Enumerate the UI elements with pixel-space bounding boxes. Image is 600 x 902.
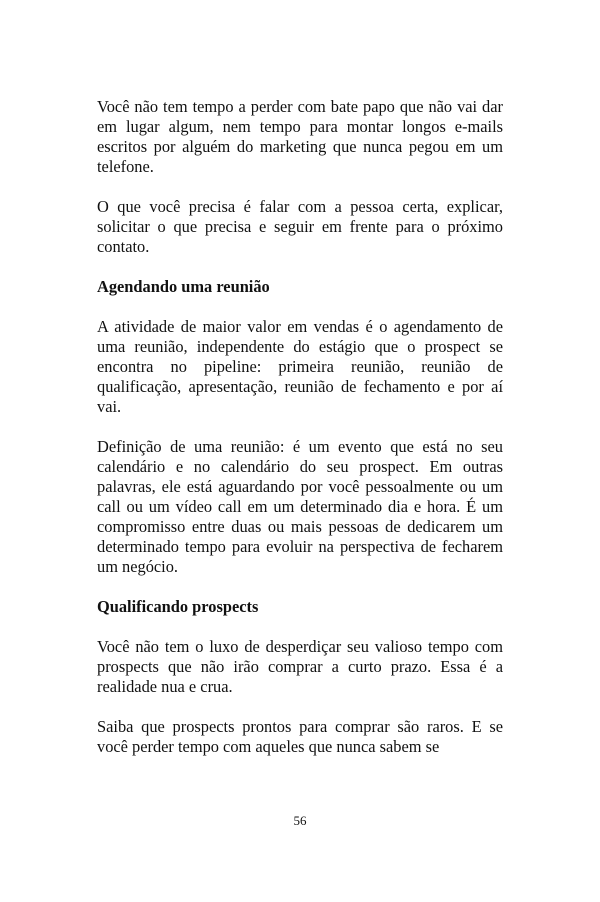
paragraph-what-you-need: O que você precisa é falar com a pessoa certa, explicar, solicitar o que precisa e seguir em frente para o próximo contato.	[97, 197, 503, 256]
heading-qualificando: Qualificando prospects	[97, 597, 259, 616]
paragraph-no-luxury: Você não tem o luxo de desperdiçar seu valioso tempo com prospects que não irão comprar a curto prazo. Essa é a realidade nua e crua.	[97, 637, 503, 696]
paragraph-rare-prospects: Saiba que prospects prontos para comprar são raros. E se você perder tempo com aqueles que nunca sabem se	[97, 717, 503, 756]
heading-agendando: Agendando uma reunião	[97, 277, 270, 296]
paragraph-meeting-definition: Definição de uma reunião: é um evento que está no seu calendário e no calendário do seu prospect. Em outras palavras, ele está aguardando por você pessoalmente ou um call ou um vídeo call em um determinado dia e hora. É um compromisso entre duas ou mais pessoas de dedicarem um determinado tempo para evoluir na perspectiva de fecharem um negócio.	[97, 437, 503, 576]
paragraph-intro: Você não tem tempo a perder com bate papo que não vai dar em lugar algum, nem tempo para montar longos e-mails escritos por alguém do marketing que nunca pegou em um telefone.	[97, 97, 503, 176]
page-body	[97, 97, 503, 777]
paragraph-meeting-value: A atividade de maior valor em vendas é o agendamento de uma reunião, independente do estágio que o prospect se encontra no pipeline: primeira reunião, reunião de qualificação, apresentação, reunião de fechamento e por aí vai.	[97, 317, 503, 416]
page-number: 56	[293, 813, 307, 828]
